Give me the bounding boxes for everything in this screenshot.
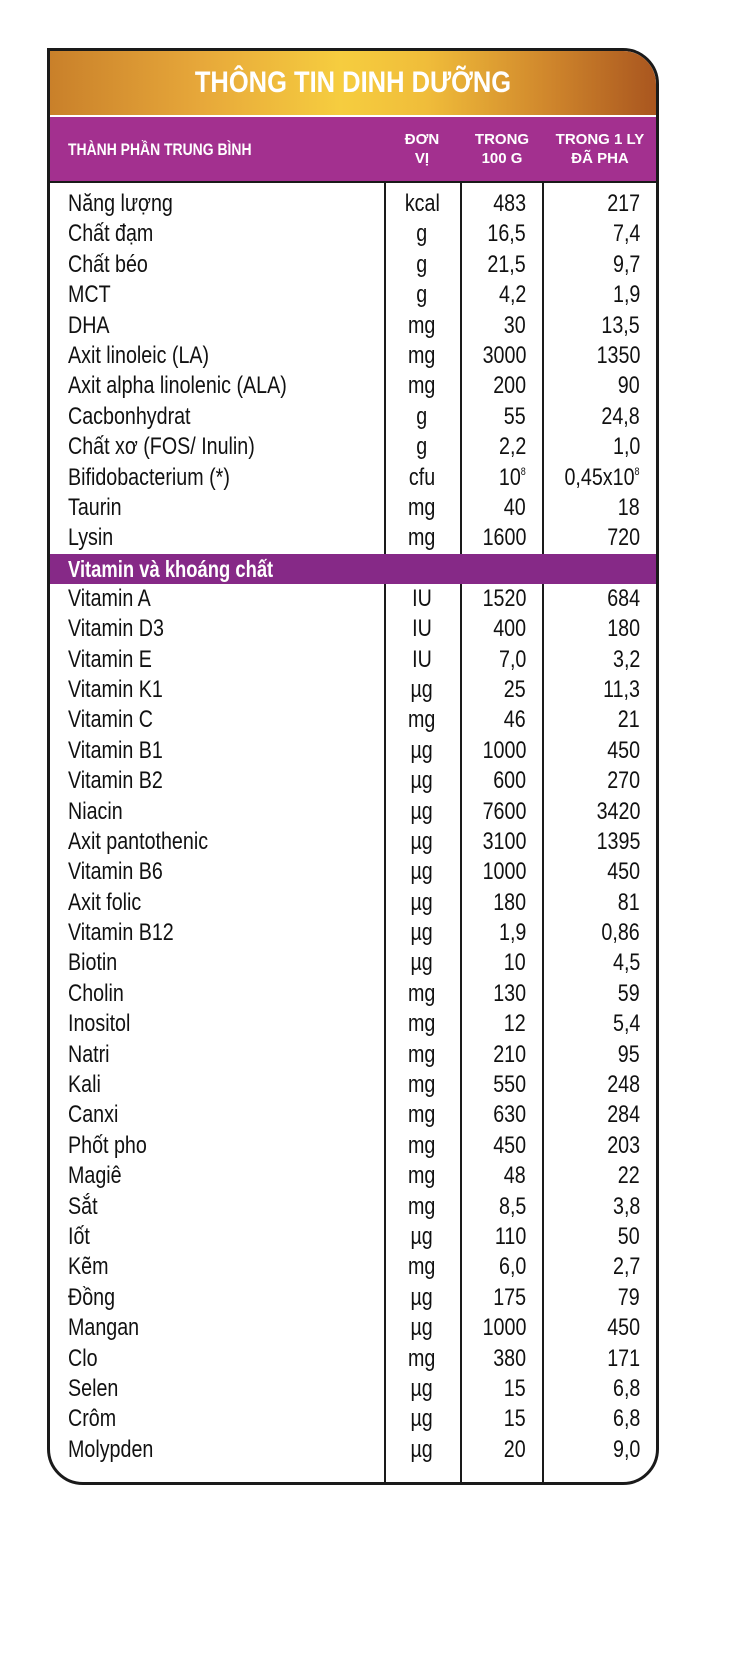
nutrient-unit: µg [410, 797, 434, 825]
table-row [50, 766, 656, 796]
nutrient-name: Vitamin E [68, 645, 152, 673]
nutrient-name: Selen [68, 1374, 119, 1402]
nutrient-unit: µg [410, 1405, 434, 1433]
value-per-cup: 450 [607, 858, 640, 886]
value-per-100g: 380 [493, 1344, 526, 1372]
table-row [50, 948, 656, 978]
nutrient-unit: µg [410, 1283, 434, 1311]
value-per-cup: 248 [607, 1071, 640, 1099]
nutrient-unit: IU [412, 615, 432, 643]
value-per-100g: 46 [504, 706, 526, 734]
section-vitamins-minerals [50, 554, 656, 584]
header-per-cup: TRONG 1 LY ĐÃ PHA [555, 131, 645, 167]
main-nutrients [50, 189, 656, 554]
nutrient-name: Crôm [68, 1405, 117, 1433]
nutrient-unit: cfu [408, 463, 436, 491]
table-row [50, 979, 656, 1009]
value-per-cup: $0,45x10^8$ [564, 463, 640, 491]
nutrient-unit: µg [410, 767, 434, 795]
value-per-100g: 550 [493, 1071, 526, 1099]
value-per-cup: 95 [618, 1040, 640, 1068]
value-per-100g: 1600 [482, 524, 526, 552]
table-row [50, 1100, 656, 1130]
column-divider [460, 183, 462, 554]
value-per-cup: 81 [618, 888, 640, 916]
nutrient-name: Kali [68, 1071, 101, 1099]
table-row [50, 1374, 656, 1404]
value-per-cup: 79 [618, 1283, 640, 1311]
value-per-100g: 55 [504, 402, 526, 430]
value-per-cup: 5,4 [612, 1010, 640, 1038]
value-per-100g: 1520 [482, 584, 526, 612]
table-row [50, 1283, 656, 1313]
table-row [50, 1313, 656, 1343]
table-row [50, 1435, 656, 1465]
nutrient-name: Taurin [68, 493, 122, 521]
nutrient-name: Cholin [68, 979, 124, 1007]
value-per-cup: 180 [607, 615, 640, 643]
nutrient-name: Vitamin C [68, 706, 153, 734]
table-row [50, 705, 656, 735]
nutrient-unit: mg [408, 493, 436, 521]
value-per-100g: 483 [493, 190, 526, 217]
nutrient-unit: µg [410, 949, 434, 977]
value-per-100g: 630 [493, 1101, 526, 1129]
nutrient-name: Magiê [68, 1162, 122, 1190]
value-per-cup: 3420 [596, 797, 640, 825]
table-row [50, 1070, 656, 1100]
value-per-cup: 2,7 [612, 1253, 640, 1281]
nutrient-name: Chất đạm [68, 220, 154, 248]
value-per-cup: 270 [607, 767, 640, 795]
value-per-cup: 1395 [596, 827, 640, 855]
nutrient-unit: mg [408, 1010, 436, 1038]
section-label: Vitamin và khoáng chất [68, 555, 274, 582]
table-row [50, 1344, 656, 1374]
value-per-cup: 1350 [596, 341, 640, 369]
value-per-100g: 3000 [482, 341, 526, 369]
value-per-cup: 0,86 [601, 919, 640, 947]
table-row [50, 1192, 656, 1222]
nutrient-unit: g [416, 250, 428, 278]
value-per-cup: 24,8 [601, 402, 640, 430]
nutrient-name: Axit pantothenic [68, 827, 209, 855]
panel-title: THÔNG TIN DINH DƯỠNG [194, 66, 512, 99]
value-per-cup: 284 [607, 1101, 640, 1129]
nutrient-name: Vitamin B2 [68, 767, 163, 795]
table-row [50, 1009, 656, 1039]
nutrition-panel [47, 48, 659, 1485]
nutrient-unit: mg [408, 311, 436, 339]
value-per-100g: 1000 [482, 858, 526, 886]
column-divider [460, 584, 462, 1485]
nutrient-name: Molypden [68, 1435, 154, 1463]
value-per-100g: 180 [493, 888, 526, 916]
value-per-100g: 7,0 [498, 645, 526, 673]
value-per-100g: 30 [504, 311, 526, 339]
nutrient-unit: kcal [404, 190, 440, 217]
table-row [50, 402, 656, 432]
nutrient-unit: µg [410, 1223, 434, 1250]
nutrient-name: Clo [68, 1344, 98, 1372]
table-row [50, 1161, 656, 1191]
value-per-cup: 11,3 [603, 675, 640, 703]
value-per-100g: 48 [504, 1162, 526, 1190]
nutrient-unit: µg [410, 919, 434, 947]
value-per-100g: 25 [504, 675, 526, 703]
value-per-cup: 90 [618, 372, 640, 400]
value-per-cup: 7,4 [612, 220, 640, 248]
nutrient-unit: mg [408, 1344, 436, 1372]
table-row [50, 1222, 656, 1252]
nutrient-unit: mg [408, 341, 436, 369]
nutrient-name: Vitamin B12 [68, 919, 174, 947]
value-per-100g: 450 [493, 1131, 526, 1159]
value-per-cup: 9,0 [612, 1435, 640, 1463]
value-per-cup: 1,0 [612, 433, 640, 461]
nutrient-unit: mg [408, 1253, 436, 1281]
nutrient-name: Niacin [68, 797, 123, 825]
value-per-cup: 720 [607, 524, 640, 552]
value-per-cup: 59 [618, 979, 640, 1007]
table-row [50, 341, 656, 371]
table-row [50, 1131, 656, 1161]
value-per-100g: 21,5 [487, 250, 526, 278]
value-per-100g: 400 [493, 615, 526, 643]
value-per-100g: 600 [493, 767, 526, 795]
nutrient-unit: µg [410, 1314, 434, 1342]
value-per-cup: 13,5 [601, 311, 640, 339]
value-per-cup: 9,7 [612, 250, 640, 278]
value-per-cup: 6,8 [612, 1405, 640, 1433]
nutrient-unit: µg [410, 1374, 434, 1402]
table-row [50, 523, 656, 553]
table-row [50, 250, 656, 280]
value-per-100g: 12 [504, 1010, 526, 1038]
value-per-100g: 2,2 [498, 433, 526, 461]
value-per-100g: 15 [504, 1374, 526, 1402]
nutrient-unit: g [416, 220, 428, 248]
value-per-100g: 8,5 [498, 1192, 526, 1220]
nutrient-name: Vitamin A [68, 584, 151, 612]
value-per-100g: 7600 [482, 797, 526, 825]
value-per-100g: 16,5 [487, 220, 526, 248]
table-row [50, 280, 656, 310]
value-per-cup: 6,8 [612, 1374, 640, 1402]
nutrient-name: Canxi [68, 1101, 119, 1129]
value-per-cup: 450 [607, 736, 640, 764]
column-divider [384, 584, 386, 1485]
column-divider [384, 183, 386, 554]
nutrient-unit: mg [408, 1071, 436, 1099]
table-row [50, 371, 656, 401]
value-per-cup: 3,2 [612, 645, 640, 673]
table-row [50, 675, 656, 705]
value-per-cup: 21 [618, 706, 640, 734]
nutrient-name: DHA [68, 311, 110, 339]
nutrient-unit: µg [410, 675, 434, 703]
value-per-cup: 1,9 [612, 281, 640, 309]
value-per-100g: 3100 [482, 827, 526, 855]
table-row [50, 1252, 656, 1282]
value-per-cup: 171 [607, 1344, 640, 1372]
table-row [50, 189, 656, 219]
nutrient-unit: g [416, 433, 428, 461]
nutrient-name: Biotin [68, 949, 118, 977]
nutrient-unit: µg [410, 736, 434, 764]
table-row [50, 827, 656, 857]
value-per-100g: 10 [504, 949, 526, 977]
nutrient-name: Năng lượng [68, 190, 173, 217]
nutrient-name: Vitamin D3 [68, 615, 164, 643]
nutrient-name: Vitamin B1 [68, 736, 163, 764]
table-row [50, 463, 656, 493]
table-row [50, 1404, 656, 1434]
nutrient-unit: mg [408, 372, 436, 400]
table-row [50, 797, 656, 827]
value-per-cup: 3,8 [612, 1192, 640, 1220]
nutrient-name: Vitamin K1 [68, 675, 163, 703]
nutrient-name: Đồng [68, 1283, 116, 1311]
value-per-cup: 18 [618, 493, 640, 521]
table-row [50, 857, 656, 887]
value-per-100g: 1000 [482, 736, 526, 764]
nutrient-name: MCT [68, 281, 111, 309]
nutrient-unit: mg [408, 1040, 436, 1068]
nutrient-unit: mg [408, 979, 436, 1007]
value-per-100g: 110 [494, 1223, 526, 1250]
value-per-100g: 200 [493, 372, 526, 400]
table-row [50, 432, 656, 462]
nutrient-name: Cacbonhydrat [68, 402, 191, 430]
value-per-100g: 15 [504, 1405, 526, 1433]
value-per-cup: 4,5 [612, 949, 640, 977]
value-per-100g: 40 [504, 493, 526, 521]
nutrient-name: Vitamin B6 [68, 858, 163, 886]
value-per-100g: 20 [504, 1435, 526, 1463]
nutrient-unit: mg [408, 524, 436, 552]
nutrient-name: Phốt pho [68, 1131, 147, 1159]
table-row [50, 645, 656, 675]
nutrient-name: Mangan [68, 1314, 140, 1342]
value-per-cup: 203 [607, 1131, 640, 1159]
nutrient-unit: mg [408, 1162, 436, 1190]
nutrient-name: Bifidobacterium (*) [68, 463, 230, 491]
nutrient-name: Chất béo [68, 250, 148, 278]
header-per-100g: TRONG 100 G [474, 131, 530, 167]
nutrient-name: Kẽm [68, 1253, 109, 1281]
nutrient-unit: µg [410, 888, 434, 916]
nutrient-name: Axit folic [68, 888, 142, 916]
nutrient-name: Inositol [68, 1010, 131, 1038]
nutrient-unit: IU [412, 645, 432, 673]
table-row [50, 584, 656, 614]
value-per-100g: 175 [493, 1283, 526, 1311]
header-name: THÀNH PHẦN TRUNG BÌNH [68, 139, 252, 159]
value-per-100g: $10^8$ [499, 463, 526, 491]
column-divider [542, 584, 544, 1485]
nutrient-unit: IU [412, 584, 432, 612]
nutrient-unit: mg [408, 706, 436, 734]
nutrient-unit: g [416, 402, 428, 430]
value-per-cup: 217 [607, 190, 640, 217]
vitamin-mineral-nutrients [50, 584, 656, 1465]
nutrient-name: Lysin [68, 524, 114, 552]
value-per-100g: 4,2 [498, 281, 526, 309]
value-per-cup: 684 [607, 584, 640, 612]
value-per-cup: 50 [618, 1223, 640, 1250]
nutrient-name: Axit alpha linolenic (ALA) [68, 372, 287, 400]
table-row [50, 493, 656, 523]
table-row [50, 219, 656, 249]
table-header [50, 115, 656, 183]
title-bar [50, 51, 656, 115]
nutrient-unit: µg [410, 1435, 434, 1463]
nutrient-unit: mg [408, 1192, 436, 1220]
nutrient-name: Chất xơ (FOS/ Inulin) [68, 433, 255, 461]
table-row [50, 1040, 656, 1070]
table-row [50, 614, 656, 644]
value-per-100g: 130 [493, 979, 526, 1007]
table-row [50, 736, 656, 766]
value-per-100g: 1,9 [498, 919, 526, 947]
nutrient-name: Sắt [68, 1192, 98, 1220]
column-divider [542, 183, 544, 554]
value-per-100g: 6,0 [498, 1253, 526, 1281]
value-per-100g: 210 [493, 1040, 526, 1068]
nutrient-unit: µg [410, 858, 434, 886]
table-row [50, 888, 656, 918]
nutrient-unit: mg [408, 1101, 436, 1129]
nutrient-name: Natri [68, 1040, 110, 1068]
value-per-cup: 450 [607, 1314, 640, 1342]
table-row [50, 311, 656, 341]
header-unit: ĐƠN VỊ [404, 131, 440, 167]
nutrient-name: Axit linoleic (LA) [68, 341, 210, 369]
nutrient-unit: g [416, 281, 428, 309]
nutrient-unit: mg [408, 1131, 436, 1159]
nutrient-unit: µg [410, 827, 434, 855]
nutrient-name: Iốt [68, 1223, 90, 1250]
table-row [50, 918, 656, 948]
value-per-cup: 22 [618, 1162, 640, 1190]
value-per-100g: 1000 [482, 1314, 526, 1342]
